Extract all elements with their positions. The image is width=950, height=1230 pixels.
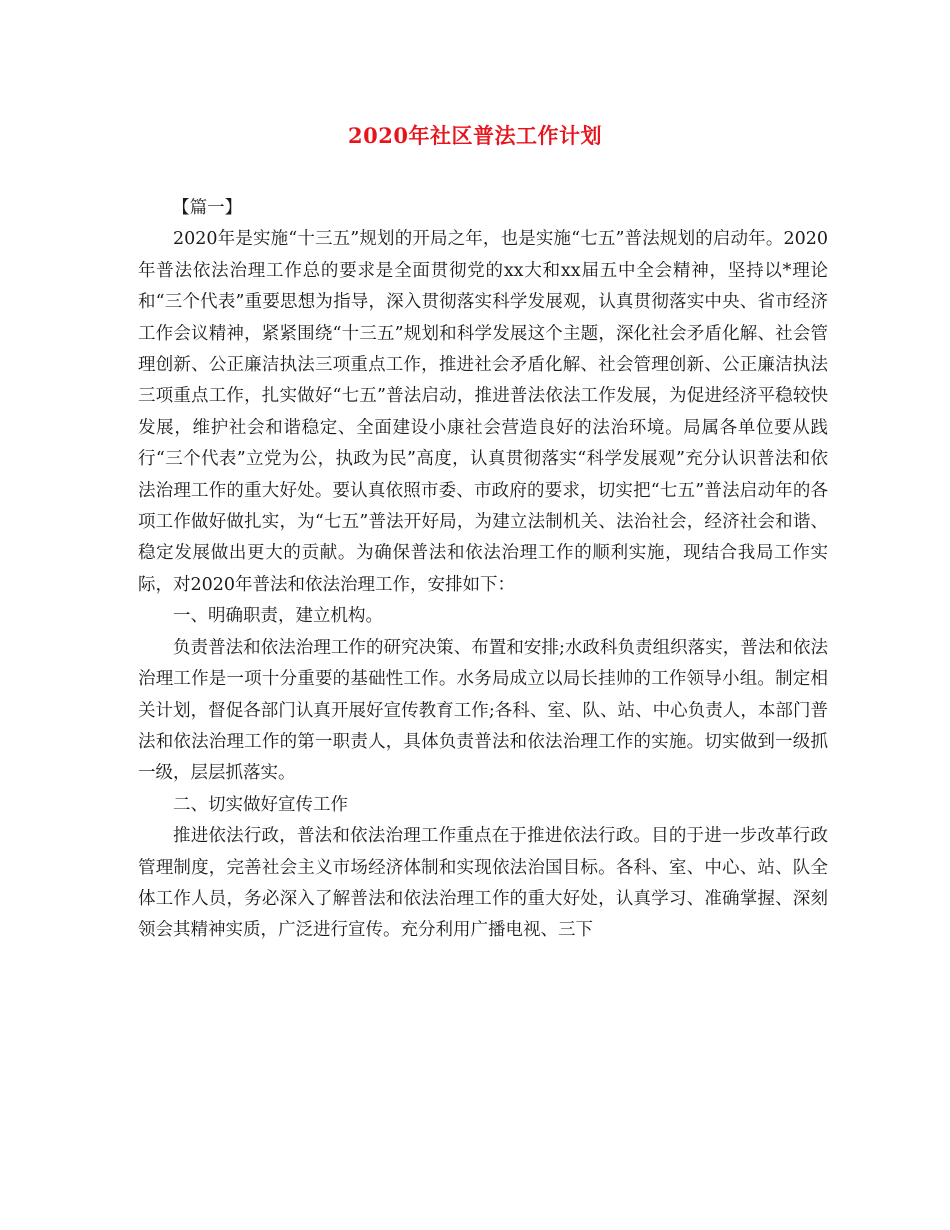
paragraph-section-1: 负责普法和依法治理工作的研究决策、布置和安排;水政科负责组织落实，普法和依法治理工作是一项十分重要的基础性工作。水务局成立以局长挂帅的工作领导小组。制定相关计划，督促各部门认真开展好宣传教育工作;各科、室、队、站、中心负责人，本部门普法和依法治理工作的第一职责人，具体负责普法和依法治理工作的实施。切实做到一级抓一级，层层抓落实。 — [138, 637, 828, 784]
document-body — [138, 193, 828, 947]
paragraph-section-2: 推进依法行政，普法和依法治理工作重点在于推进依法行政。目的于进一步改革行政管理制度，完善社会主义市场经济体制和实现依法治国目标。各科、室、中心、站、队全体工作人员，务必深入了解普法和依法治理工作的重大好处，认真学习、准确掌握、深刻领会其精神实质，广泛进行宣传。充分利用广播电视、三下 — [138, 826, 828, 941]
paragraph-intro: 2020年是实施“十三五”规划的开局之年，也是实施“七五”普法规划的启动年。2020年普法依法治理工作总的要求是全面贯彻党的xx大和xx届五中全会精神，坚持以*理论和“三个代表”重要思想为指导，深入贯彻落实科学发展观，认真贯彻落实中央、省市经济工作会议精神，紧紧围绕“十三五”规划和科学发展这个主题，深化社会矛盾化解、社会管理创新、公正廉洁执法三项重点工作，推进社会矛盾化解、社会管理创新、公正廉洁执法三项重点工作，扎实做好“七五”普法启动，推进普法依法工作发展，为促进经济平稳较快发展，维护社会和谐稳定、全面建设小康社会营造良好的法治环境。局属各单位要从践行“三个代表”立党为公，执政为民”高度，认真贯彻落实“科学发展观”充分认识普法和依法治理工作的重大好处。要认真依照市委、市政府的要求，切实把“七五”普法启动年的各项工作做好做扎实，为“七五”普法开好局，为建立法制机关、法治社会，经济社会和谐、稳定发展做出更大的贡献。为确保普法和依法治理工作的顺利实施，现结合我局工作实际，对2020年普法和依法治理工作，安排如下： — [138, 229, 828, 595]
heading-section-1: 一、明确职责，建立机构。 — [173, 606, 383, 627]
document-title: 2020年社区普法工作计划 — [348, 123, 602, 148]
section-tag: 【篇一】 — [172, 198, 243, 218]
heading-section-2: 二、切实做好宣传工作 — [173, 794, 348, 815]
